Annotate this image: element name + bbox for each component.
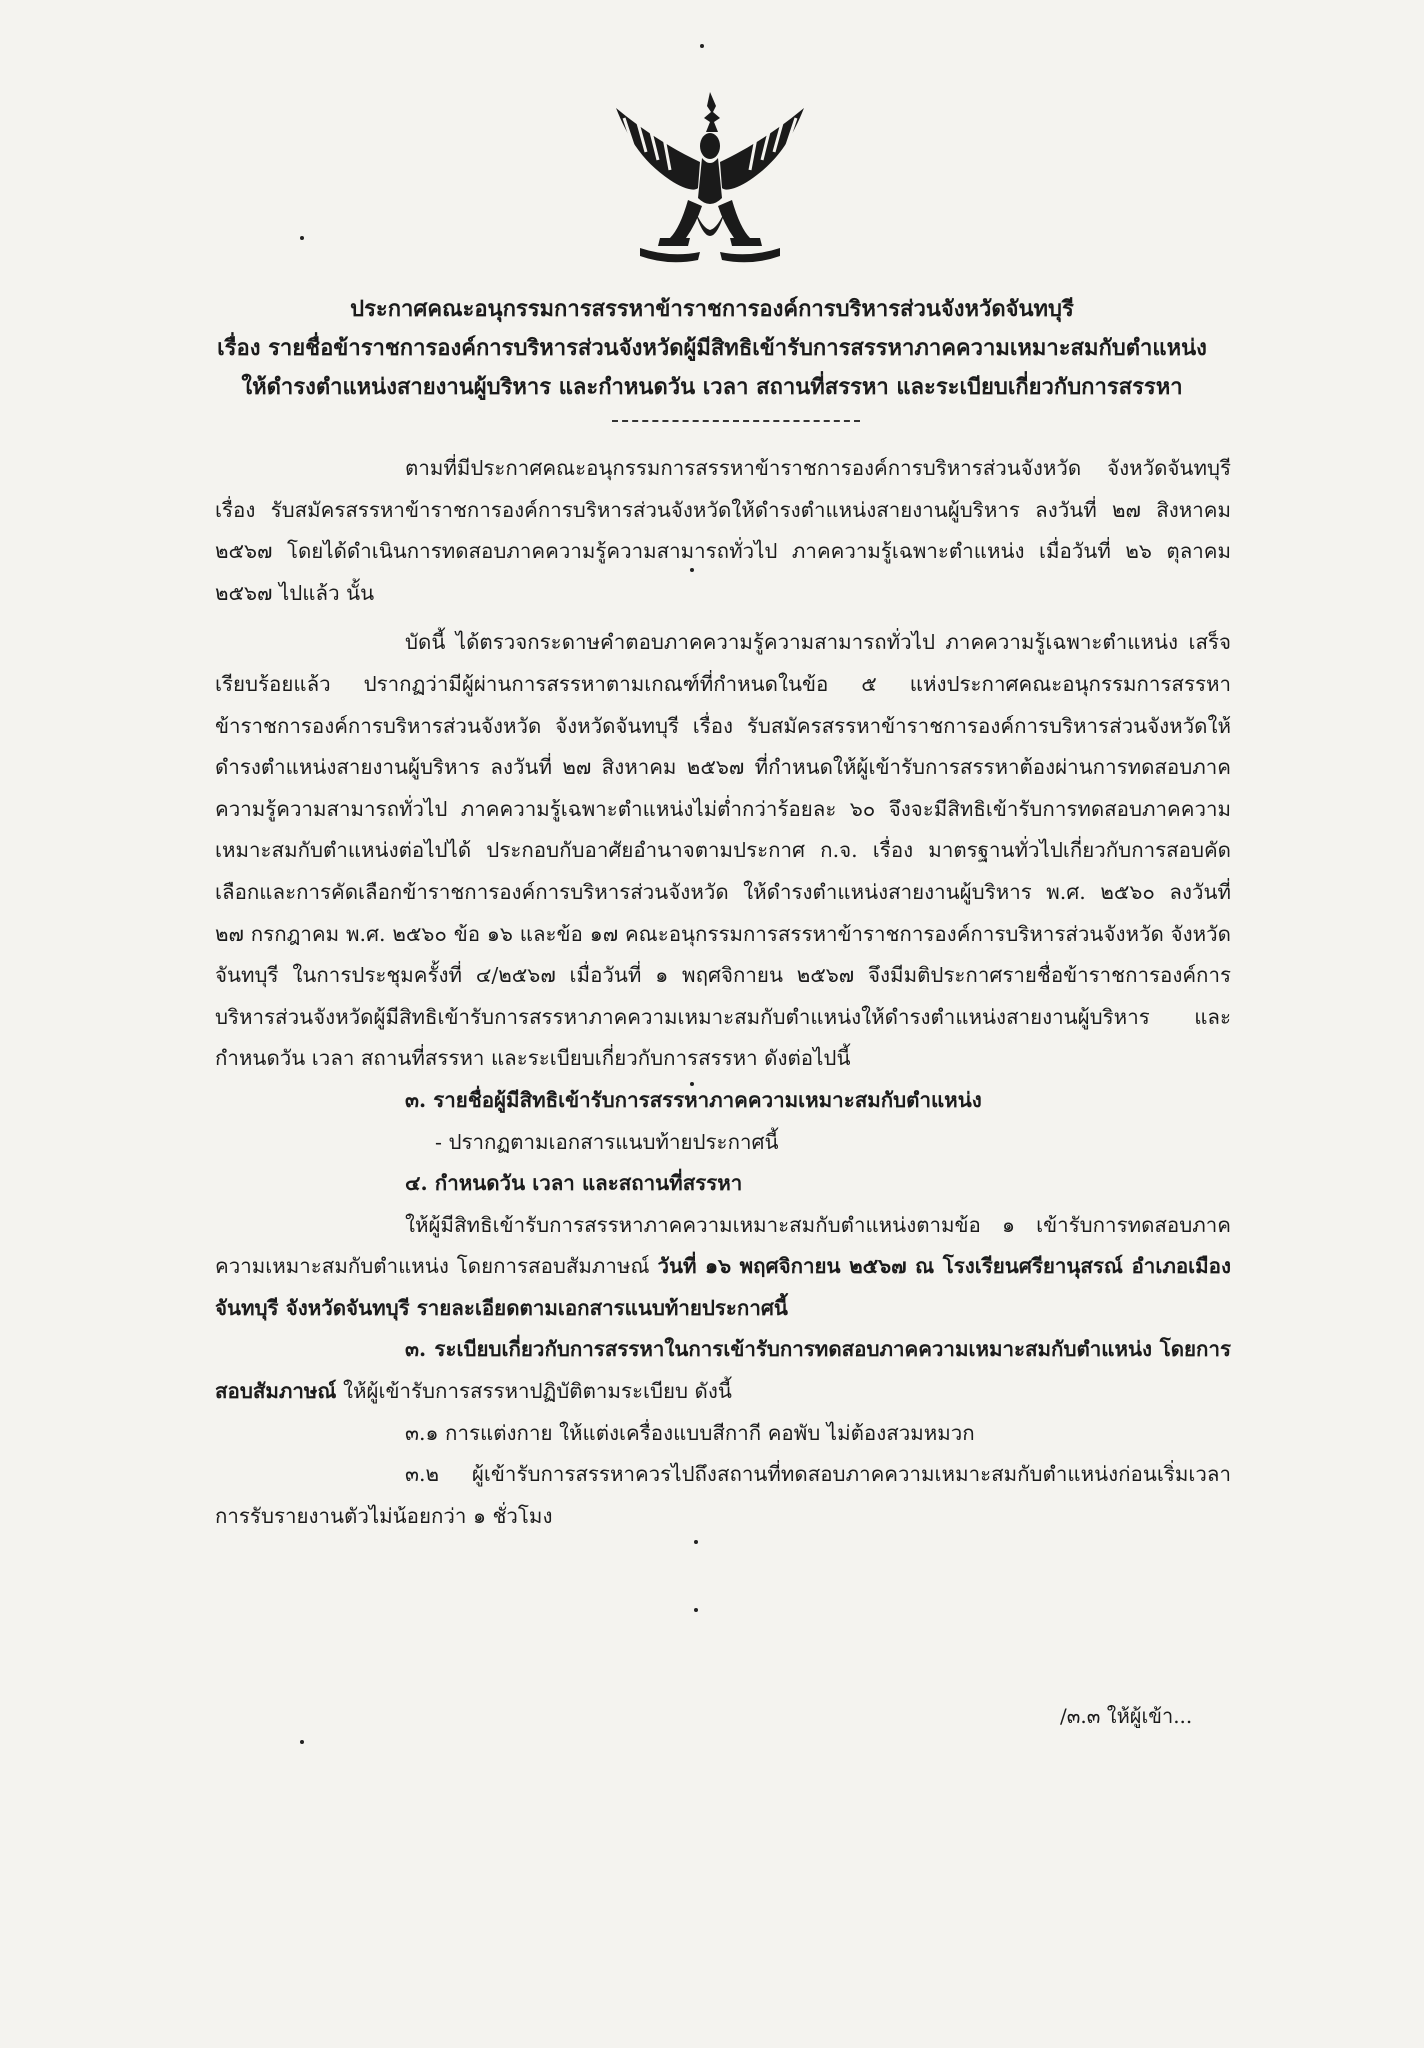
section-3-2: ๓.๒ ผู้เข้ารับการสรรหาควรไปถึงสถานที่ทดสอบภาคความเหมาะสมกับตำแหน่งก่อนเริ่มเวลาการรับรายงานตัวไม่น้อยกว่า ๑ ชั่วโมง: [215, 1462, 1231, 1528]
section-1-title: ๓. รายชื่อผู้มีสิทธิเข้ารับการสรรหาภาคความเหมาะสมกับตำแหน่ง: [405, 1087, 982, 1112]
section-1-item: - ปรากฏตามเอกสารแนบท้ายประกาศนี้: [435, 1129, 779, 1154]
header-line-3: ให้ดำรงตำแหน่งสายงานผู้บริหาร และกำหนดวัน เวลา สถานที่สรรหา และระเบียบเกี่ยวกับการสรรหา: [241, 374, 1183, 400]
section-3-lead: โดยการสอบสัมภาษณ์: [215, 1337, 1231, 1404]
section-2-text: [215, 1205, 1231, 1330]
scan-speck: [300, 1740, 304, 1744]
section-3-title-line: [215, 1329, 1231, 1412]
announcement-header: [160, 290, 1264, 407]
paragraph-1: ตามที่มีประกาศคณะอนุกรรมการสรรหาข้าราชการองค์การบริหารส่วนจังหวัด จังหวัดจันทบุรี เรื่อง รับสมัครสรรหาข้าราชการองค์การบริหารส่วนจังหวัดให้ดำรงตำแหน่งสายงานผู้บริหาร ลงวันที่ ๒๗ สิงหาคม ๒๕๖๗ โดยได้ดำเนินการทดสอบภาคความรู้ความสามารถทั่วไป ภาคความรู้เฉพาะตำแหน่ง เมื่อวันที่ ๒๖ ตุลาคม ๒๕๖๗ ไปแล้ว นั้น: [215, 456, 1231, 605]
section-3-title: ๓. ระเบียบเกี่ยวกับการสรรหาในการเข้ารับการทดสอบภาคความเหมาะสมกับตำแหน่ง: [405, 1337, 1153, 1362]
paragraph-2: บัดนี้ ได้ตรวจกระดาษคำตอบภาคความรู้ความสามารถทั่วไป ภาคความรู้เฉพาะตำแหน่ง เสร็จเรียบร้อยแล้ว ปรากฏว่ามีผู้ผ่านการสรรหาตามเกณฑ์ที่กำหนดในข้อ ๕ แห่งประกาศคณะอนุกรรมการสรรหาข้าราชการองค์การบริหารส่วนจังหวัด จังหวัดจันทบุรี เรื่อง รับสมัครสรรหาข้าราชการองค์การบริหารส่วนจังหวัดให้ดำรงตำแหน่งสายงานผู้บริหาร ลงวันที่ ๒๗ สิงหาคม ๒๕๖๗ ที่กำหนดให้ผู้เข้ารับการสรรหาต้องผ่านการทดสอบภาคความรู้ความสามารถทั่วไป ภาคความรู้เฉพาะตำแหน่งไม่ต่ำกว่าร้อยละ ๖๐ จึงจะมีสิทธิเข้ารับการทดสอบภาคความเหมาะสมกับตำแหน่งต่อไปได้ ประกอบกับอาศัยอำนาจตามประกาศ ก.จ. เรื่อง มาตรฐานทั่วไปเกี่ยวกับการสอบคัดเลือกและการคัดเลือกข้าราชการองค์การบริหารส่วนจังหวัด ให้ดำรงตำแหน่งสายงานผู้บริหาร พ.ศ. ๒๕๖๐ ลงวันที่ ๒๗ กรกฎาคม พ.ศ. ๒๕๖๐ ข้อ ๑๖ และข้อ ๑๗ คณะอนุกรรมการสรรหาข้าราชการองค์การบริหารส่วนจังหวัด จังหวัดจันทบุรี ในการประชุมครั้งที่ ๔/๒๕๖๗ เมื่อวันที่ ๑ พฤศจิกายน ๒๕๖๗ จึงมีมติประกาศรายชื่อข้าราชการองค์การบริหารส่วนจังหวัดผู้มีสิทธิเข้ารับการสรรหาภาคความเหมาะสมกับตำแหน่งให้ดำรงตำแหน่งสายงานผู้บริหาร และกำหนดวัน เวลา สถานที่สรรหา และระเบียบเกี่ยวกับการสรรหา ดังต่อไปนี้: [215, 630, 1231, 1071]
scan-speck: [700, 44, 704, 48]
section-2-title: ๔. กำหนดวัน เวลา และสถานที่สรรหา: [405, 1171, 743, 1196]
announcement-body: [215, 448, 1231, 1537]
section-3-text: ให้ผู้เข้ารับการสรรหาปฏิบัติตามระเบียบ ดังนี้: [336, 1379, 732, 1404]
scan-speck: [690, 1082, 694, 1086]
garuda-emblem-icon: [610, 88, 810, 273]
section-2-text-regular: ให้ผู้มีสิทธิเข้ารับการสรรหาภาคความเหมาะสมกับตำแหน่งตามข้อ ๑ เข้ารับการทดสอบภาคความเหมาะสมกับตำแหน่ง โดยการสอบสัมภาษณ์: [215, 1212, 1231, 1279]
section-3-1: ๓.๑ การแต่งกาย ให้แต่งเครื่องแบบสีกากี คอพับ ไม่ต้องสวมหมวก: [405, 1420, 975, 1445]
scan-speck: [694, 1608, 698, 1612]
scan-speck: [694, 1540, 698, 1544]
scan-speck: [300, 236, 304, 240]
continuation-note: /๓.๓ ให้ผู้เข้า...: [1060, 1704, 1193, 1728]
header-line-1: ประกาศคณะอนุกรรมการสรรหาข้าราชการองค์การบริหารส่วนจังหวัดจันทบุรี: [350, 296, 1074, 322]
header-divider: [612, 420, 860, 422]
header-line-2: เรื่อง รายชื่อข้าราชการองค์การบริหารส่วนจังหวัดผู้มีสิทธิเข้ารับการสรรหาภาคความเหมาะสมกับตำแหน่ง: [217, 335, 1207, 361]
section-2-text-bold: วันที่ ๑๖ พฤศจิกายน ๒๕๖๗ ณ โรงเรียนศรียานุสรณ์ อำเภอเมืองจันทบุรี จังหวัดจันทบุรี รายละเอียดตามเอกสารแนบท้ายประกาศนี้: [215, 1254, 1231, 1320]
scan-speck: [690, 568, 694, 572]
